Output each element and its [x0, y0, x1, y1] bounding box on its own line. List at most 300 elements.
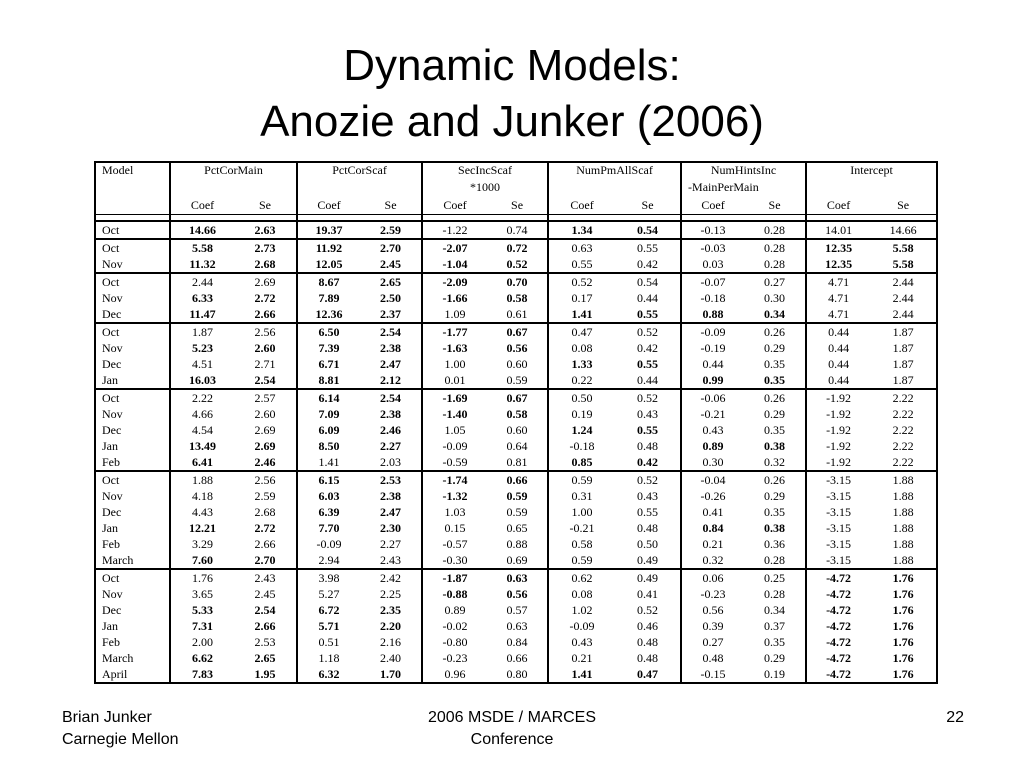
se-cell: 2.66	[254, 619, 276, 633]
se-cell: 0.56	[506, 341, 528, 355]
se-cell: 0.49	[615, 569, 681, 586]
se-cell: 0.26	[744, 323, 806, 340]
group-header-pctcorscaf: PctCorScaf	[297, 163, 422, 180]
se-cell: 0.54	[615, 273, 681, 290]
se-cell: 0.27	[744, 273, 806, 290]
coef-cell: 0.06	[681, 569, 744, 586]
se-label: Se	[487, 197, 548, 215]
coef-label: Coef	[170, 197, 234, 215]
se-cell: 1.76	[870, 569, 936, 586]
se-cell: 2.66	[254, 307, 276, 321]
group-subheader-pctcorscaf	[297, 180, 422, 197]
coef-cell: -3.15	[806, 488, 870, 504]
se-cell: 2.22	[892, 439, 914, 453]
se-cell: 0.42	[637, 455, 659, 469]
se-cell: 1.76	[892, 667, 914, 681]
coef-cell: 4.43	[170, 504, 234, 520]
coef-cell: 0.88	[681, 306, 744, 323]
se-cell: 0.64	[506, 439, 528, 453]
slide-title-line-1: Dynamic Models:	[343, 41, 681, 90]
coef-cell: -1.63	[422, 340, 487, 356]
coef-cell: 0.55	[548, 256, 615, 273]
coef-cell: 8.81	[297, 372, 360, 389]
coef-cell: 0.59	[548, 471, 615, 488]
se-cell: 5.58	[892, 257, 914, 271]
coefficients-table	[94, 161, 938, 684]
model-cell: Oct	[96, 323, 170, 340]
se-cell: 1.88	[892, 553, 914, 567]
se-cell: 1.70	[380, 667, 402, 681]
group-header-numpmallscaf: NumPmAllScaf	[548, 163, 681, 180]
coef-cell: -0.30	[422, 552, 487, 569]
coef-cell: 8.67	[297, 273, 360, 290]
se-cell: 2.44	[892, 307, 914, 321]
table-row	[96, 306, 936, 323]
se-cell: 2.43	[234, 569, 297, 586]
footer-author-name: Brian Junker	[62, 709, 152, 726]
se-cell: 0.52	[615, 389, 681, 406]
coef-cell: 8.50	[297, 438, 360, 454]
se-cell: 1.95	[254, 667, 276, 681]
se-cell: 0.47	[637, 667, 659, 681]
coef-cell: 0.15	[422, 520, 487, 536]
se-cell: 1.76	[892, 603, 914, 617]
coef-cell: 0.19	[548, 406, 615, 422]
se-cell: 1.76	[892, 635, 914, 649]
se-cell: 2.60	[254, 341, 276, 355]
coef-cell: 19.37	[297, 221, 360, 239]
coef-cell: 11.47	[170, 306, 234, 323]
coef-cell: 0.08	[548, 340, 615, 356]
se-cell: 0.38	[764, 521, 786, 535]
coef-cell: 0.43	[681, 422, 744, 438]
model-cell: Jan	[102, 373, 118, 387]
group-subheader-secincscaf: *1000	[422, 180, 548, 197]
se-cell: 2.47	[380, 505, 402, 519]
coef-cell: 12.05	[297, 256, 360, 273]
coef-cell: -1.92	[806, 406, 870, 422]
table-row	[96, 406, 936, 422]
coef-cell: 2.94	[297, 552, 360, 569]
table-row	[96, 634, 936, 650]
model-cell: Jan	[102, 521, 118, 535]
coef-cell: -0.19	[681, 340, 744, 356]
coef-cell: -3.15	[806, 552, 870, 569]
group-header-pctcormain: PctCorMain	[170, 163, 297, 180]
table-row	[96, 666, 936, 682]
coef-cell: 14.66	[170, 221, 234, 239]
coef-cell: 4.54	[170, 422, 234, 438]
coef-cell: 0.32	[681, 552, 744, 569]
coef-cell: 0.03	[681, 256, 744, 273]
group-subheader-numhintsinc: -MainPerMain	[681, 180, 806, 197]
coef-cell: 6.71	[297, 356, 360, 372]
coef-cell: 1.05	[422, 422, 487, 438]
se-cell: 0.43	[637, 407, 659, 421]
coef-cell: -4.72	[806, 666, 870, 682]
coef-cell: -4.72	[806, 602, 870, 618]
coef-cell: 1.41	[548, 306, 615, 323]
se-cell: 0.29	[764, 651, 786, 665]
se-cell: 1.88	[870, 471, 936, 488]
se-cell: 1.88	[892, 521, 914, 535]
coef-cell: -0.57	[422, 536, 487, 552]
coef-cell: -0.09	[297, 536, 360, 552]
coef-cell: 7.70	[297, 520, 360, 536]
table-row	[96, 552, 936, 569]
coef-label: Coef	[681, 197, 744, 215]
se-cell: 0.35	[764, 373, 786, 387]
coef-cell: 12.21	[170, 520, 234, 536]
group-header-numhintsinc: NumHintsInc	[681, 163, 806, 180]
se-cell: 2.46	[254, 455, 276, 469]
coef-cell: 6.14	[297, 389, 360, 406]
table-row	[96, 454, 936, 471]
se-cell: 0.35	[764, 357, 786, 371]
coef-cell: -1.66	[422, 290, 487, 306]
model-cell: Nov	[102, 407, 123, 421]
se-cell: 0.88	[506, 537, 528, 551]
se-cell: 0.28	[764, 257, 786, 271]
se-cell: 0.55	[615, 239, 681, 256]
coef-cell: 6.32	[297, 666, 360, 682]
model-cell: Nov	[102, 257, 123, 271]
coef-cell: 0.84	[681, 520, 744, 536]
table-row	[96, 650, 936, 666]
se-cell: 2.44	[892, 291, 914, 305]
se-cell: 0.61	[506, 307, 528, 321]
coef-cell: -0.02	[422, 618, 487, 634]
coef-cell: 0.58	[548, 536, 615, 552]
se-cell: 2.72	[254, 521, 276, 535]
se-cell: 0.55	[637, 307, 659, 321]
se-cell: 0.66	[487, 471, 548, 488]
se-cell: 0.25	[744, 569, 806, 586]
coef-cell: -0.21	[681, 406, 744, 422]
slide-title	[0, 38, 1024, 150]
coef-cell: -0.26	[681, 488, 744, 504]
coef-cell: -1.92	[806, 389, 870, 406]
coef-cell: 0.43	[548, 634, 615, 650]
se-cell: 0.63	[487, 569, 548, 586]
model-cell: Oct	[96, 569, 170, 586]
coef-cell: -4.72	[806, 586, 870, 602]
coef-cell: 6.09	[297, 422, 360, 438]
se-cell: 0.60	[506, 357, 528, 371]
model-cell: Dec	[102, 505, 122, 519]
se-cell: 0.50	[637, 537, 659, 551]
coef-cell: -1.87	[422, 569, 487, 586]
coef-cell: -2.07	[422, 239, 487, 256]
model-cell: Dec	[102, 603, 122, 617]
coef-cell: -1.92	[806, 454, 870, 471]
coef-cell: -0.09	[422, 438, 487, 454]
coef-cell: 5.27	[297, 586, 360, 602]
table-row	[96, 356, 936, 372]
se-cell: 2.12	[380, 373, 402, 387]
se-cell: 0.72	[487, 239, 548, 256]
table-row	[96, 618, 936, 634]
model-cell: Feb	[102, 635, 120, 649]
coef-cell: 0.48	[681, 650, 744, 666]
se-cell: 2.22	[892, 455, 914, 469]
coef-cell: 0.17	[548, 290, 615, 306]
coef-cell: 0.47	[548, 323, 615, 340]
coef-cell: 11.32	[170, 256, 234, 273]
se-cell: 2.68	[254, 505, 276, 519]
coef-cell: 12.35	[806, 239, 870, 256]
coef-cell: -4.72	[806, 618, 870, 634]
coef-cell: 0.44	[806, 323, 870, 340]
se-cell: 0.48	[637, 635, 659, 649]
coef-cell: -0.80	[422, 634, 487, 650]
table-row	[96, 422, 936, 438]
coef-cell: -0.13	[681, 221, 744, 239]
se-cell: 2.70	[360, 239, 422, 256]
model-cell: Feb	[102, 537, 120, 551]
coef-cell: 4.18	[170, 488, 234, 504]
coef-cell: 7.83	[170, 666, 234, 682]
coef-cell: 16.03	[170, 372, 234, 389]
table-row	[96, 372, 936, 389]
se-cell: 0.35	[764, 423, 786, 437]
table-header-row-1	[96, 163, 936, 180]
se-cell: 2.38	[380, 407, 402, 421]
model-cell: March	[102, 553, 134, 567]
se-cell: 0.44	[637, 373, 659, 387]
se-cell: 2.27	[380, 439, 402, 453]
se-cell: 0.55	[637, 357, 659, 371]
coef-cell: -0.18	[681, 290, 744, 306]
se-cell: 0.26	[744, 471, 806, 488]
model-cell: Oct	[96, 273, 170, 290]
table-row	[96, 488, 936, 504]
coef-cell: 0.44	[681, 356, 744, 372]
model-cell: March	[102, 651, 134, 665]
coef-cell: 1.33	[548, 356, 615, 372]
model-header: Model	[102, 163, 134, 177]
se-cell: 1.87	[870, 323, 936, 340]
se-cell: 0.52	[506, 257, 528, 271]
se-cell: 2.63	[234, 221, 297, 239]
coef-cell: -3.15	[806, 536, 870, 552]
se-cell: 2.40	[380, 651, 402, 665]
se-cell: 2.69	[234, 273, 297, 290]
se-cell: 1.88	[892, 537, 914, 551]
coef-cell: 0.44	[806, 372, 870, 389]
table-row	[96, 340, 936, 356]
table-row	[96, 471, 936, 488]
se-cell: 2.59	[360, 221, 422, 239]
se-cell: 0.44	[637, 291, 659, 305]
coef-cell: 0.89	[681, 438, 744, 454]
se-cell: 2.16	[380, 635, 402, 649]
coef-cell: 7.09	[297, 406, 360, 422]
se-cell: 0.19	[764, 667, 786, 681]
coef-cell: 0.01	[422, 372, 487, 389]
model-cell: Dec	[102, 357, 122, 371]
coef-cell: -1.04	[422, 256, 487, 273]
se-cell: 2.70	[254, 553, 276, 567]
se-cell: 2.66	[254, 537, 276, 551]
se-cell: 0.28	[764, 587, 786, 601]
model-cell: Oct	[96, 471, 170, 488]
coef-cell: 6.03	[297, 488, 360, 504]
model-cell: Dec	[102, 307, 122, 321]
se-cell: 0.48	[637, 439, 659, 453]
coef-cell: 2.00	[170, 634, 234, 650]
model-cell: Nov	[102, 587, 123, 601]
se-cell: 0.57	[506, 603, 528, 617]
coef-cell: -1.40	[422, 406, 487, 422]
se-label: Se	[744, 197, 806, 215]
coef-cell: 12.36	[297, 306, 360, 323]
table-row	[96, 290, 936, 306]
coef-cell: -0.09	[548, 618, 615, 634]
coef-cell: -1.69	[422, 389, 487, 406]
se-cell: 2.56	[234, 323, 297, 340]
se-cell: 2.37	[380, 307, 402, 321]
se-cell: 2.68	[254, 257, 276, 271]
table-row	[96, 256, 936, 273]
coef-label: Coef	[548, 197, 615, 215]
se-cell: 0.63	[506, 619, 528, 633]
se-cell: 1.87	[892, 373, 914, 387]
se-cell: 0.42	[637, 257, 659, 271]
se-cell: 0.48	[637, 651, 659, 665]
coef-cell: 6.50	[297, 323, 360, 340]
se-cell: 0.48	[637, 521, 659, 535]
table-row	[96, 504, 936, 520]
coef-cell: 5.58	[170, 239, 234, 256]
footer-conference-line-1: 2006 MSDE / MARCES	[427, 709, 597, 726]
se-cell: 0.26	[744, 389, 806, 406]
coef-cell: 0.22	[548, 372, 615, 389]
table-row	[96, 586, 936, 602]
group-header-intercept: Intercept	[806, 163, 936, 180]
se-cell: 2.38	[380, 489, 402, 503]
coef-cell: -0.59	[422, 454, 487, 471]
coef-cell: 0.44	[806, 340, 870, 356]
coef-cell: -1.74	[422, 471, 487, 488]
coef-cell: 3.65	[170, 586, 234, 602]
se-cell: 2.65	[254, 651, 276, 665]
se-cell: 0.42	[637, 341, 659, 355]
se-cell: 2.54	[360, 389, 422, 406]
group-subheader-intercept	[806, 180, 936, 197]
se-cell: 1.76	[892, 651, 914, 665]
coef-cell: 0.99	[681, 372, 744, 389]
se-cell: 0.66	[506, 651, 528, 665]
coef-cell: -4.72	[806, 569, 870, 586]
coef-cell: 3.98	[297, 569, 360, 586]
se-cell: 0.29	[764, 489, 786, 503]
coef-cell: -2.09	[422, 273, 487, 290]
coef-cell: 1.00	[422, 356, 487, 372]
se-cell: 0.52	[615, 471, 681, 488]
se-cell: 2.72	[254, 291, 276, 305]
se-cell: 2.71	[254, 357, 276, 371]
coef-cell: 12.35	[806, 256, 870, 273]
se-cell: 2.25	[380, 587, 402, 601]
coef-cell: -0.15	[681, 666, 744, 682]
footer-author	[62, 707, 179, 751]
coef-cell: 14.01	[806, 221, 870, 239]
coef-cell: -3.15	[806, 504, 870, 520]
se-cell: 0.56	[506, 587, 528, 601]
coef-cell: 5.71	[297, 618, 360, 634]
se-cell: 2.42	[360, 569, 422, 586]
coef-cell: 4.66	[170, 406, 234, 422]
table-row	[96, 569, 936, 586]
coef-cell: 1.41	[548, 666, 615, 682]
table-row	[96, 438, 936, 454]
coef-cell: -1.77	[422, 323, 487, 340]
coef-cell: 0.59	[548, 552, 615, 569]
model-subheader-blank	[96, 197, 170, 215]
coef-cell: 0.63	[548, 239, 615, 256]
se-cell: 2.22	[892, 423, 914, 437]
se-cell: 2.38	[380, 341, 402, 355]
coef-cell: 1.41	[297, 454, 360, 471]
coef-cell: 0.21	[548, 650, 615, 666]
se-cell: 0.46	[637, 619, 659, 633]
se-cell: 0.58	[506, 291, 528, 305]
se-cell: 0.52	[615, 323, 681, 340]
coef-cell: -0.23	[422, 650, 487, 666]
se-cell: 1.87	[892, 357, 914, 371]
se-cell: 0.59	[506, 373, 528, 387]
coef-cell: -0.09	[681, 323, 744, 340]
coef-cell: 0.41	[681, 504, 744, 520]
se-cell: 2.22	[870, 389, 936, 406]
coef-cell: 6.39	[297, 504, 360, 520]
se-cell: 0.38	[764, 439, 786, 453]
footer-author-affiliation: Carnegie Mellon	[62, 731, 179, 748]
coef-cell: 7.89	[297, 290, 360, 306]
table-row	[96, 323, 936, 340]
se-cell: 0.58	[506, 407, 528, 421]
group-subheader-numpmallscaf	[548, 180, 681, 197]
se-cell: 0.35	[764, 635, 786, 649]
coef-cell: 0.44	[806, 356, 870, 372]
coef-cell: -0.04	[681, 471, 744, 488]
model-cell: Oct	[96, 221, 170, 239]
coef-cell: 5.23	[170, 340, 234, 356]
coef-cell: 0.56	[681, 602, 744, 618]
coef-cell: 0.31	[548, 488, 615, 504]
se-cell: 0.52	[637, 603, 659, 617]
coef-cell: -1.92	[806, 422, 870, 438]
slide-title-line-2: Anozie and Junker (2006)	[260, 97, 764, 146]
se-cell: 1.87	[892, 341, 914, 355]
se-cell: 2.22	[892, 407, 914, 421]
coef-cell: -1.32	[422, 488, 487, 504]
se-cell: 2.43	[380, 553, 402, 567]
se-cell: 2.27	[380, 537, 402, 551]
table-row	[96, 221, 936, 239]
coef-cell: 6.33	[170, 290, 234, 306]
coef-cell: -0.88	[422, 586, 487, 602]
se-cell: 0.34	[764, 603, 786, 617]
coef-cell: -0.21	[548, 520, 615, 536]
se-cell: 0.80	[506, 667, 528, 681]
footer-conference-line-2: Conference	[470, 731, 554, 748]
coef-cell: 7.60	[170, 552, 234, 569]
se-cell: 2.65	[360, 273, 422, 290]
se-cell: 0.41	[637, 587, 659, 601]
coef-cell: 4.71	[806, 306, 870, 323]
